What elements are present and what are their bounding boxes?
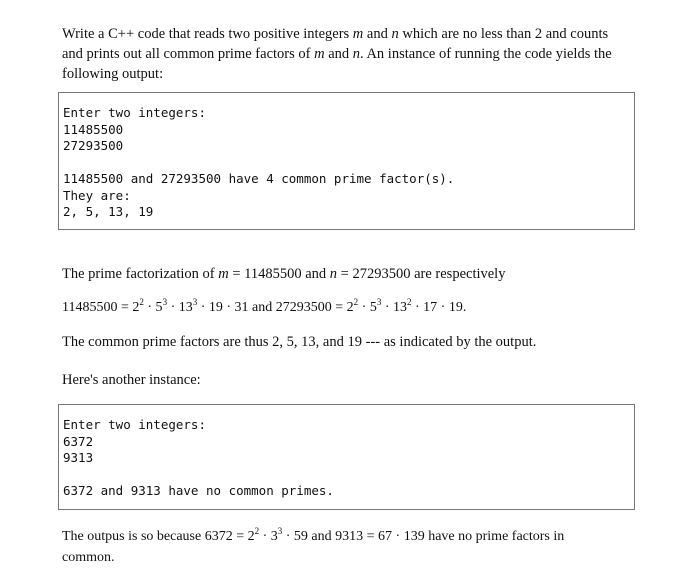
eq-part: · 17 · 19. xyxy=(411,300,467,315)
common-factors-text: The common prime factors are thus 2, 5, 13, and 19 --- as indicated by the output. xyxy=(62,334,537,350)
eq-a-base: 11485500 = 2 xyxy=(62,300,140,315)
eq-part: · 13 xyxy=(381,300,408,315)
exp: 3 xyxy=(277,526,283,536)
exp: 3 xyxy=(162,297,168,307)
final-text: common. xyxy=(62,550,115,565)
output1-line: Enter two integers: xyxy=(63,105,206,120)
output2-blank-line xyxy=(63,467,630,484)
output1-line: They are: xyxy=(63,187,131,203)
final-paragraph xyxy=(62,526,652,568)
var-m-2: m xyxy=(314,46,325,62)
output1-blank-line xyxy=(63,155,630,172)
var-n: n xyxy=(391,26,399,42)
intro-text-5: and xyxy=(328,46,350,62)
another-instance-text: Here's another instance: xyxy=(62,372,201,388)
final-text: The outpus is so because 6372 = 2 xyxy=(62,529,255,544)
output1-line: 2, 5, 13, 19 xyxy=(63,204,154,219)
eq-part: · 5 xyxy=(143,300,163,315)
eq-part: · 19 · 31 and 27293500 = 2 xyxy=(197,300,354,315)
output1-line: 27293500 xyxy=(63,138,124,153)
eq-part: · 5 xyxy=(358,300,377,315)
output2-line: 9313 xyxy=(63,450,94,465)
factorization-intro xyxy=(62,264,652,284)
final-text: · 3 xyxy=(259,529,278,544)
intro-text-7: following output: xyxy=(62,66,164,82)
intro-text-2: and xyxy=(366,26,388,42)
exp: 2 xyxy=(353,297,359,307)
intro-text-3: which are no less than 2 and counts xyxy=(402,26,609,42)
intro-text-6: . An instance of running the code yields the xyxy=(360,46,612,62)
exp: 2 xyxy=(407,297,412,307)
var-n-3: n xyxy=(329,266,338,282)
eq-m: = 11485500 and xyxy=(228,266,330,282)
output1-line: 11485500 xyxy=(63,121,124,137)
exp: 2 xyxy=(254,526,260,536)
output2-line: Enter two integers: xyxy=(63,417,206,432)
intro-paragraph xyxy=(62,24,652,84)
eq-n: = 27293500 are respectively xyxy=(337,266,506,282)
var-m: m xyxy=(352,26,364,42)
output-box-2 xyxy=(58,404,635,510)
output-box-1 xyxy=(58,92,635,230)
factorization-text: The prime factorization of xyxy=(62,266,215,282)
output1-line: 11485500 and 27293500 have 4 common prime factor(s). xyxy=(63,171,455,186)
final-text: · 59 and 9313 = 67 · 139 have no prime factors in xyxy=(282,529,565,544)
output2-line: 6372 xyxy=(63,433,94,449)
eq-part: · 13 xyxy=(167,300,193,315)
intro-text-1: Write a C++ code that reads two positive integers xyxy=(62,26,350,42)
exp: 3 xyxy=(192,297,198,307)
var-n-2: n xyxy=(352,46,361,62)
intro-text-4: and prints out all common prime factors of xyxy=(62,46,311,62)
exp: 3 xyxy=(376,297,382,307)
output2-line: 6372 and 9313 have no common primes. xyxy=(63,483,334,498)
exp: 2 xyxy=(139,297,144,307)
factorization-equation xyxy=(62,298,652,318)
var-m-3: m xyxy=(218,266,229,282)
